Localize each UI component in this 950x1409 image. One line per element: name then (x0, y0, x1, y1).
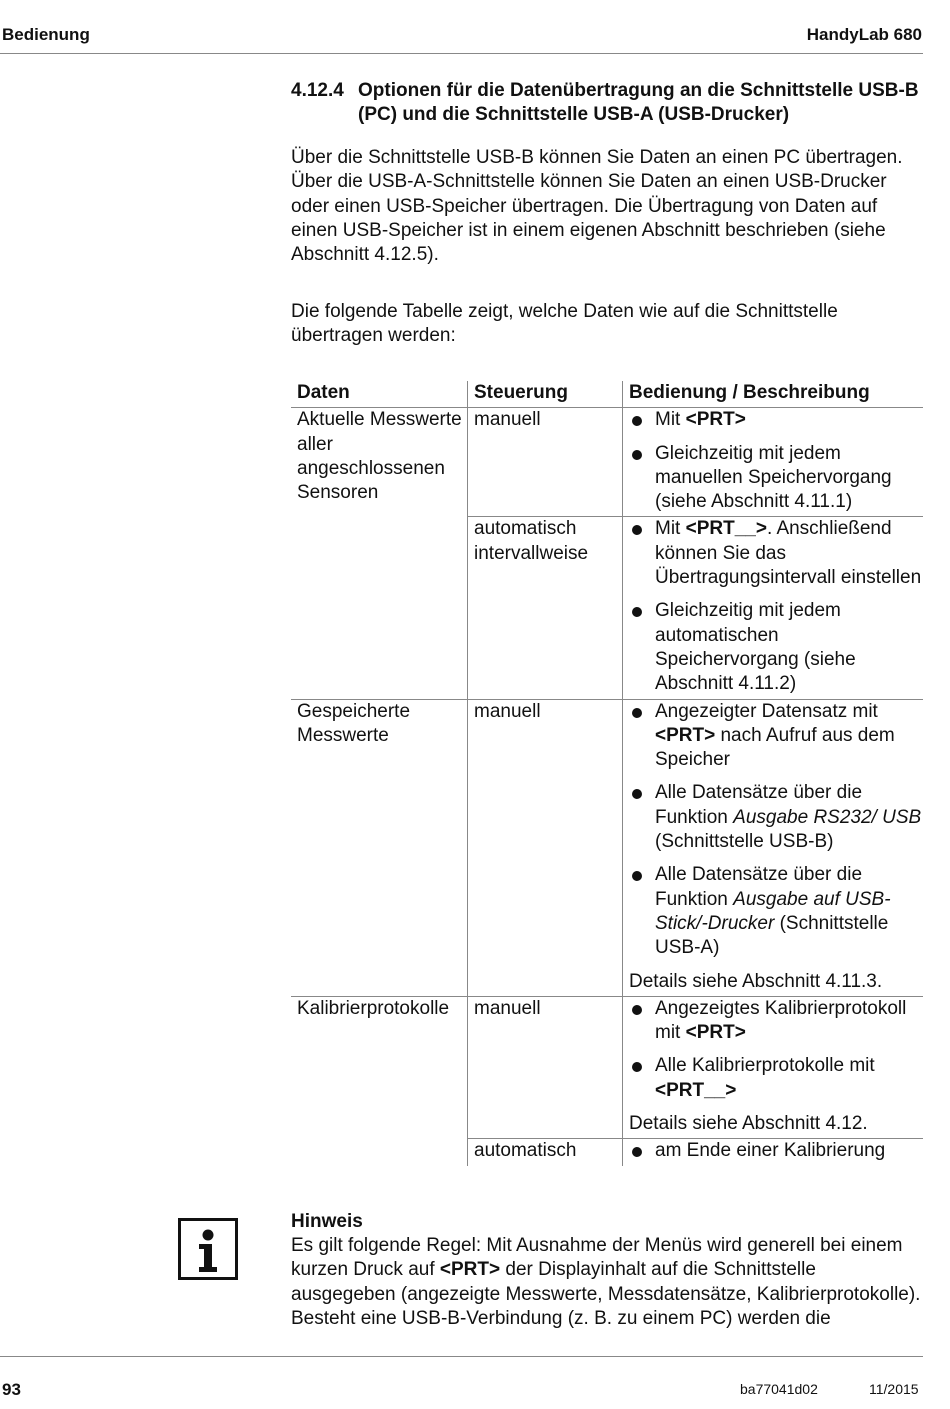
list-item: Alle Datensätze über die Funktion Ausgabe auf USB-Stick/-Drucker (Schnittstelle USB-A) (629, 863, 923, 960)
list-item: Alle Kalibrierprotokolle mit <PRT__> (629, 1054, 923, 1103)
header-divider (0, 53, 923, 54)
cell-daten-kalibrier: Kalibrierprotokolle (291, 996, 468, 1165)
bullet-list (629, 700, 923, 961)
table-row (291, 699, 923, 996)
col-header-steuerung: Steuerung (468, 381, 623, 408)
cell-bedienung (623, 996, 924, 1138)
details-reference: Details siehe Abschnitt 4.12. (629, 1113, 868, 1135)
menu-function-name: Ausgabe auf USB-Stick/-Drucker (655, 888, 891, 934)
col-header-daten: Daten (297, 382, 350, 403)
document-date: 11/2015 (869, 1381, 919, 1397)
info-icon (178, 1218, 238, 1280)
cell-daten-gespeicherte: Gespeicherte Messwerte (291, 699, 468, 996)
transfer-options-table (291, 381, 923, 1166)
bullet-list (629, 1139, 923, 1163)
table-intro-text: Die folgende Tabelle zeigt, welche Daten wie auf die Schnittstelle übertragen werden: (291, 301, 838, 347)
bullet-list (629, 517, 923, 696)
footer-divider (0, 1356, 923, 1357)
document-id: ba77041d02 (740, 1381, 818, 1397)
bullet-list (629, 997, 923, 1103)
section-number: 4.12.4 (291, 80, 344, 101)
page-number: 93 (2, 1380, 21, 1399)
cell-steuerung: manuell (468, 699, 623, 996)
table-row (291, 996, 923, 1138)
list-item: Gleichzeitig mit jedem manuellen Speichervorgang (siehe Abschnitt 4.11.1) (629, 442, 923, 515)
key-prt: <PRT> (685, 1022, 746, 1044)
list-item: Angezeigter Datensatz mit <PRT> nach Aufruf aus dem Speicher (629, 700, 923, 773)
list-item: Angezeigtes Kalibrierprotokoll mit <PRT> (629, 997, 923, 1046)
bullet-list (629, 408, 923, 514)
intro-paragraph-2 (291, 300, 923, 349)
cell-steuerung: automatisch intervallweise (468, 517, 623, 699)
col-header-bedienung: Bedienung / Beschreibung (623, 381, 924, 408)
details-reference: Details siehe Abschnitt 4.11.3. (629, 970, 883, 992)
cell-steuerung: manuell (468, 408, 623, 517)
cell-bedienung (623, 699, 924, 996)
running-header-section: Bedienung (2, 25, 90, 44)
cell-steuerung: automatisch (468, 1139, 623, 1166)
key-prt: <PRT> (439, 1259, 501, 1281)
cell-bedienung (623, 408, 924, 517)
cell-daten-aktuelle: Aktuelle Messwerte aller angeschlossenen Sensoren (291, 408, 468, 699)
note-title: Hinweis (291, 1211, 363, 1232)
table-row (291, 408, 923, 517)
intro-line-usb-b: Über die Schnittstelle USB-B können Sie Daten an einen PC übertragen. (291, 147, 903, 168)
table-header-row (291, 381, 923, 408)
key-prt-long: <PRT__> (655, 1079, 737, 1101)
list-item: Gleichzeitig mit jedem automatischen Speichervorgang (siehe Abschnitt 4.11.2) (629, 599, 923, 696)
key-prt: <PRT> (655, 724, 716, 746)
cell-bedienung (623, 517, 924, 699)
running-header-product: HandyLab 680 (806, 25, 922, 44)
list-item: am Ende einer Kalibrierung (629, 1139, 923, 1163)
list-item: Alle Datensätze über die Funktion Ausgabe RS232/ USB (Schnittstelle USB-B) (629, 781, 923, 854)
key-prt: <PRT> (685, 409, 746, 431)
cell-steuerung: manuell (468, 996, 623, 1138)
intro-line-usb-a: Über die USB-A-Schnittstelle können Sie Daten an einen USB-Drucker oder einen USB-Speicher übertragen. Die Übertragung von Daten auf einen USB-Speicher ist in einem eigenen Abschnitt beschrieben (siehe Abschnitt 4.12.5). (291, 171, 887, 266)
key-prt-long: <PRT__> (685, 518, 767, 540)
intro-paragraph-1 (291, 146, 923, 267)
note-text: Es gilt folgende Regel: Mit Ausnahme der Menüs wird generell bei einem kurzen Druck auf <PRT> der Displayinhalt auf die Schnittstelle ausgegeben (angezeigte Messwerte, Messdatensätze, Kalibrierprotokolle). Besteht eine USB-B-Verbindung (z. B. zu einem PC) werden die (291, 1235, 921, 1329)
cell-bedienung (623, 1139, 924, 1166)
menu-function-name: Ausgabe RS232/ USB (733, 806, 922, 828)
list-item: Mit <PRT> (629, 408, 923, 432)
list-item: Mit <PRT__>. Anschließend können Sie das Übertragungsintervall einstellen (629, 517, 923, 590)
section-title: Optionen für die Datenübertragung an die Schnittstelle USB-B (PC) und die Schnittstelle USB-A (USB-Drucker) (358, 80, 919, 126)
